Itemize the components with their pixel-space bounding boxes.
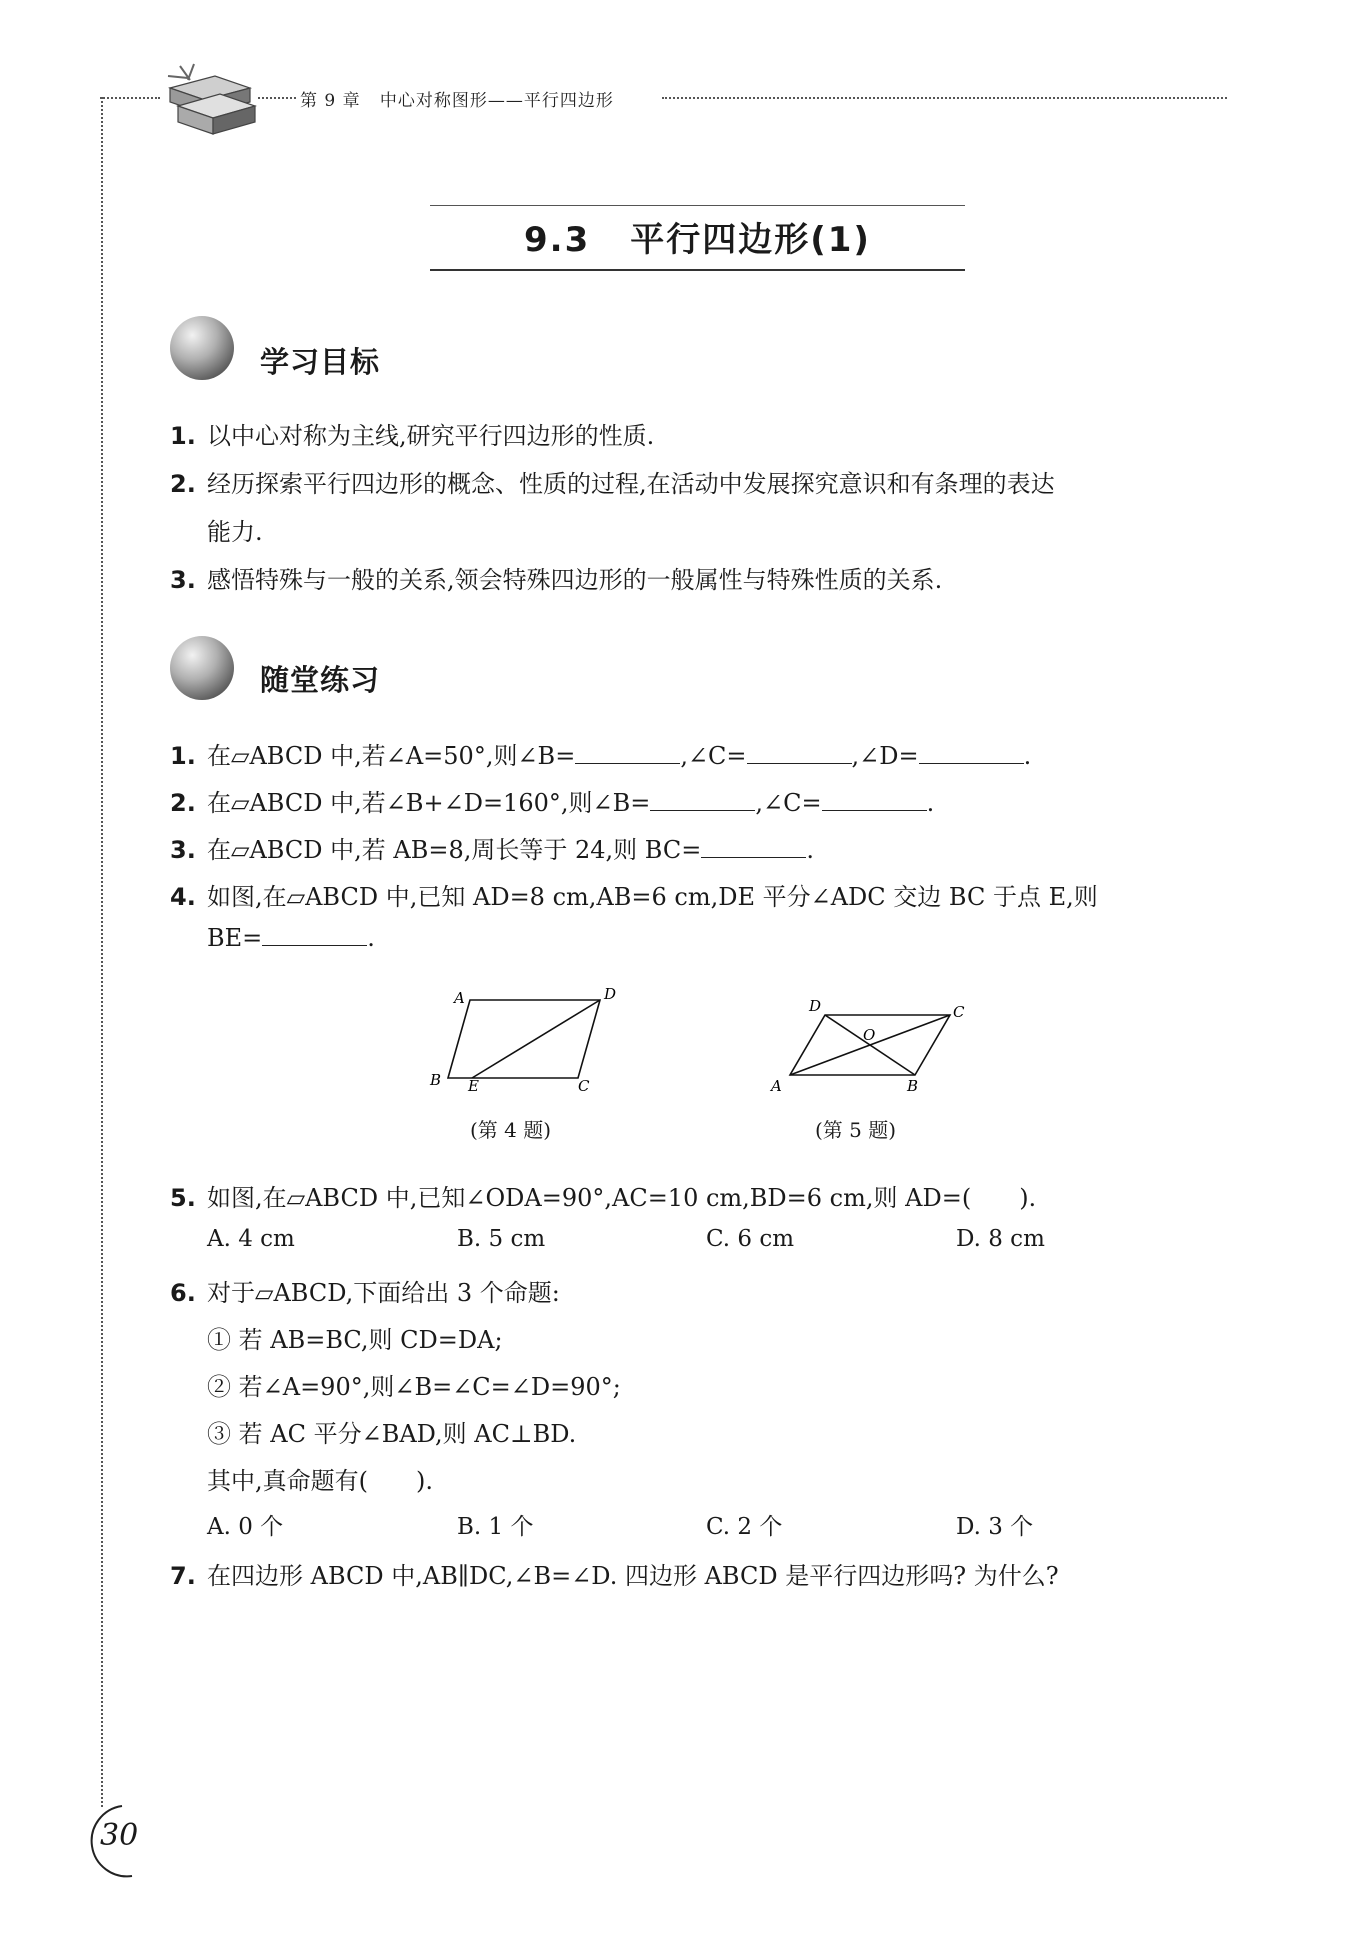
proposition-3: ③ 若 AC 平分∠BAD,则 AC⊥BD.: [207, 1420, 577, 1448]
objective-1: 1. 以中心对称为主线,研究平行四边形的性质.: [170, 422, 655, 450]
figure-4-caption: (第 4 题): [470, 1118, 552, 1142]
answer-blank[interactable]: [262, 925, 367, 946]
globe-icon: [170, 316, 234, 380]
vertex-label: B: [907, 1077, 919, 1095]
choice-d[interactable]: D. 3 个: [956, 1514, 1034, 1540]
page-number: 30: [100, 1818, 139, 1853]
vertex-label: C: [578, 1077, 590, 1095]
question-1: 1. 在▱ABCD 中,若∠A=50°,则∠B= ,∠C= ,∠D= .: [170, 742, 1032, 770]
section-title: [430, 212, 965, 261]
vertex-label: C: [953, 1003, 965, 1021]
figure-5-parallelogram: [765, 995, 985, 1105]
section-number: 9.3: [524, 220, 591, 260]
vertex-label: O: [863, 1026, 876, 1044]
vertex-label: D: [809, 997, 822, 1015]
objectives-heading: 学习目标: [260, 345, 381, 379]
question-2: 2. 在▱ABCD 中,若∠B+∠D=160°,则∠B= ,∠C= .: [170, 789, 935, 817]
running-header: [300, 86, 614, 111]
vertex-label: A: [454, 989, 465, 1007]
question-4-cont: BE= .: [207, 924, 375, 952]
proposition-1: ① 若 AB=BC,则 CD=DA;: [207, 1326, 503, 1354]
vertex-label: B: [430, 1071, 442, 1089]
answer-blank[interactable]: [822, 790, 927, 811]
chapter-topic: 中心对称图形——平行四边形: [379, 91, 614, 111]
proposition-2: ② 若∠A=90°,则∠B=∠C=∠D=90°;: [207, 1373, 621, 1401]
chapter-label: 第 9 章: [300, 91, 361, 111]
answer-blank[interactable]: [919, 743, 1024, 764]
globe-grid-icon: [170, 636, 234, 700]
question-7: 7. 在四边形 ABCD 中,AB∥DC,∠B=∠D. 四边形 ABCD 是平行四边形吗? 为什么?: [170, 1562, 1059, 1590]
figure-4-parallelogram: [420, 985, 640, 1095]
answer-blank[interactable]: [575, 743, 680, 764]
vertex-label: A: [771, 1077, 782, 1095]
question-6: 6. 对于▱ABCD,下面给出 3 个命题:: [170, 1279, 560, 1307]
section-name: 平行四边形(1): [630, 220, 871, 260]
choice-a[interactable]: A. 4 cm: [207, 1226, 295, 1252]
question-3: 3. 在▱ABCD 中,若 AB=8,周长等于 24,则 BC= .: [170, 836, 814, 864]
choice-c[interactable]: C. 2 个: [706, 1514, 783, 1540]
answer-blank[interactable]: [747, 743, 852, 764]
answer-blank[interactable]: [650, 790, 755, 811]
objective-2: 2. 经历探索平行四边形的概念、性质的过程,在活动中发展探究意识和有条理的表达: [170, 470, 1055, 498]
question-4: 4. 如图,在▱ABCD 中,已知 AD=8 cm,AB=6 cm,DE 平分∠ADC 交边 BC 于点 E,则: [170, 883, 1098, 911]
objective-3: 3. 感悟特殊与一般的关系,领会特殊四边形的一般属性与特殊性质的关系.: [170, 566, 943, 594]
choice-b[interactable]: B. 5 cm: [457, 1226, 546, 1252]
vertex-label: D: [604, 985, 617, 1003]
question-6-ask: 其中,真命题有( ).: [207, 1467, 433, 1495]
book-stack-logo: [160, 58, 260, 140]
answer-blank[interactable]: [701, 837, 806, 858]
choice-d[interactable]: D. 8 cm: [956, 1226, 1045, 1252]
question-5: 5. 如图,在▱ABCD 中,已知∠ODA=90°,AC=10 cm,BD=6 cm,则 AD=( ).: [170, 1184, 1037, 1212]
objective-2-cont: 能力.: [207, 518, 263, 546]
vertex-label: E: [468, 1077, 479, 1095]
choice-c[interactable]: C. 6 cm: [706, 1226, 795, 1252]
practice-heading: 随堂练习: [260, 663, 381, 697]
choice-b[interactable]: B. 1 个: [457, 1514, 534, 1540]
figure-5-caption: (第 5 题): [815, 1118, 897, 1142]
choice-a[interactable]: A. 0 个: [207, 1514, 284, 1540]
